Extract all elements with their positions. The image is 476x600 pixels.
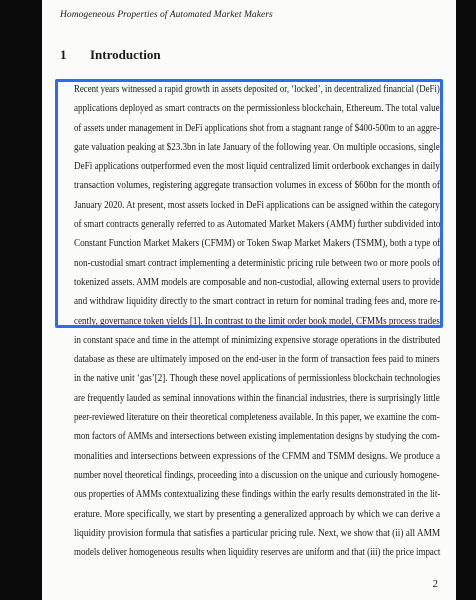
text-line: liquidity provision formula that satisfies a particular pricing rule. Next, we show that (ii) all AMM [74, 527, 441, 539]
selection-highlight-box [55, 79, 443, 328]
text-line: monalities and intersections between expressions of the CFMM and TSMM designs. We produce a [74, 450, 441, 462]
document-page [42, 0, 456, 600]
text-line: tokenized assets. AMM models are composable and non-custodial, allowing external users to provide [74, 276, 440, 288]
text-line: erature. More specifically, we start by presenting a generalized approach by which we can derive a [74, 508, 441, 520]
running-head: Homogeneous Properties of Automated Market Makers [60, 10, 273, 20]
text-line: gate valuation peaking at $23.3bn in late January of the following year. On multiple occasions, single [74, 141, 440, 153]
section-number: 1 [60, 47, 67, 62]
section-title: Introduction [90, 47, 161, 62]
text-line: Constant Function Market Makers (CFMM) or Token Swap Market Makers (TSMM), both a type of [74, 238, 441, 250]
text-line: of smart contracts generally referred to as Automated Market Makers (AMM) further subdivided into [74, 219, 441, 231]
text-line: non-custodial smart contract implementing a deterministic pricing rule between two or more pools of [74, 257, 440, 269]
text-line: number novel theoretical findings, proceeding into a discussion on the unique and curiously homogene- [74, 469, 440, 481]
page-number: 2 [432, 578, 438, 590]
section-heading [60, 47, 161, 63]
text-line: database as these are ultimately imposed on the end-user in the form of transaction fees paid to miners [74, 354, 440, 366]
text-line: models deliver homogeneous results when liquidity reserves are uniform and that (iii) the price impact [74, 547, 441, 559]
text-line: and withdraw liquidity directly to the smart contract in return for nominal trading fees and, more re- [74, 296, 441, 308]
text-line: applications deployed as smart contracts on the permissionless blockchain, Ethereum. The total value [74, 103, 440, 115]
text-line: mon factors of AMMs and intersections between existing implementation designs by studying the com- [74, 431, 440, 443]
text-line: peer-reviewed literature on their theoretical completeness available. In this paper, we examine the com- [74, 412, 440, 424]
text-line: in constant space and time in the attempt of minimizing expensive storage operations in the distributed [74, 334, 441, 346]
text-line: are frequently lauded as seminal innovations within the financial industries, there is surprisingly little [74, 392, 440, 404]
text-line: in the native unit ‘gas’[2]. Though these novel applications of permissionless blockchain technologies [74, 373, 441, 385]
text-line: ous properties of AMMs contextualizing these findings within the early results demonstrated in the lit- [74, 489, 441, 501]
text-line: Recent years witnessed a rapid growth in assets deposited or, ‘locked’, in decentralized financial (DeFi) [74, 84, 440, 95]
text-line: transaction volumes, registering aggregate transaction volumes in excess of $60bn for the month of [74, 180, 440, 192]
text-line: of assets under management in DeFi applications shot from a stagnant range of $400-500m to an aggre- [74, 122, 440, 134]
text-line: cently, governance token yields [1]. In contrast to the limit order book model, CFMMs process trades [74, 315, 440, 327]
text-line: DeFi applications outperformed even the most liquid centralized limit orderbook exchanges in daily [74, 161, 440, 173]
text-line: January 2020. At present, most assets locked in DeFi applications can be assigned within the category [74, 199, 440, 211]
